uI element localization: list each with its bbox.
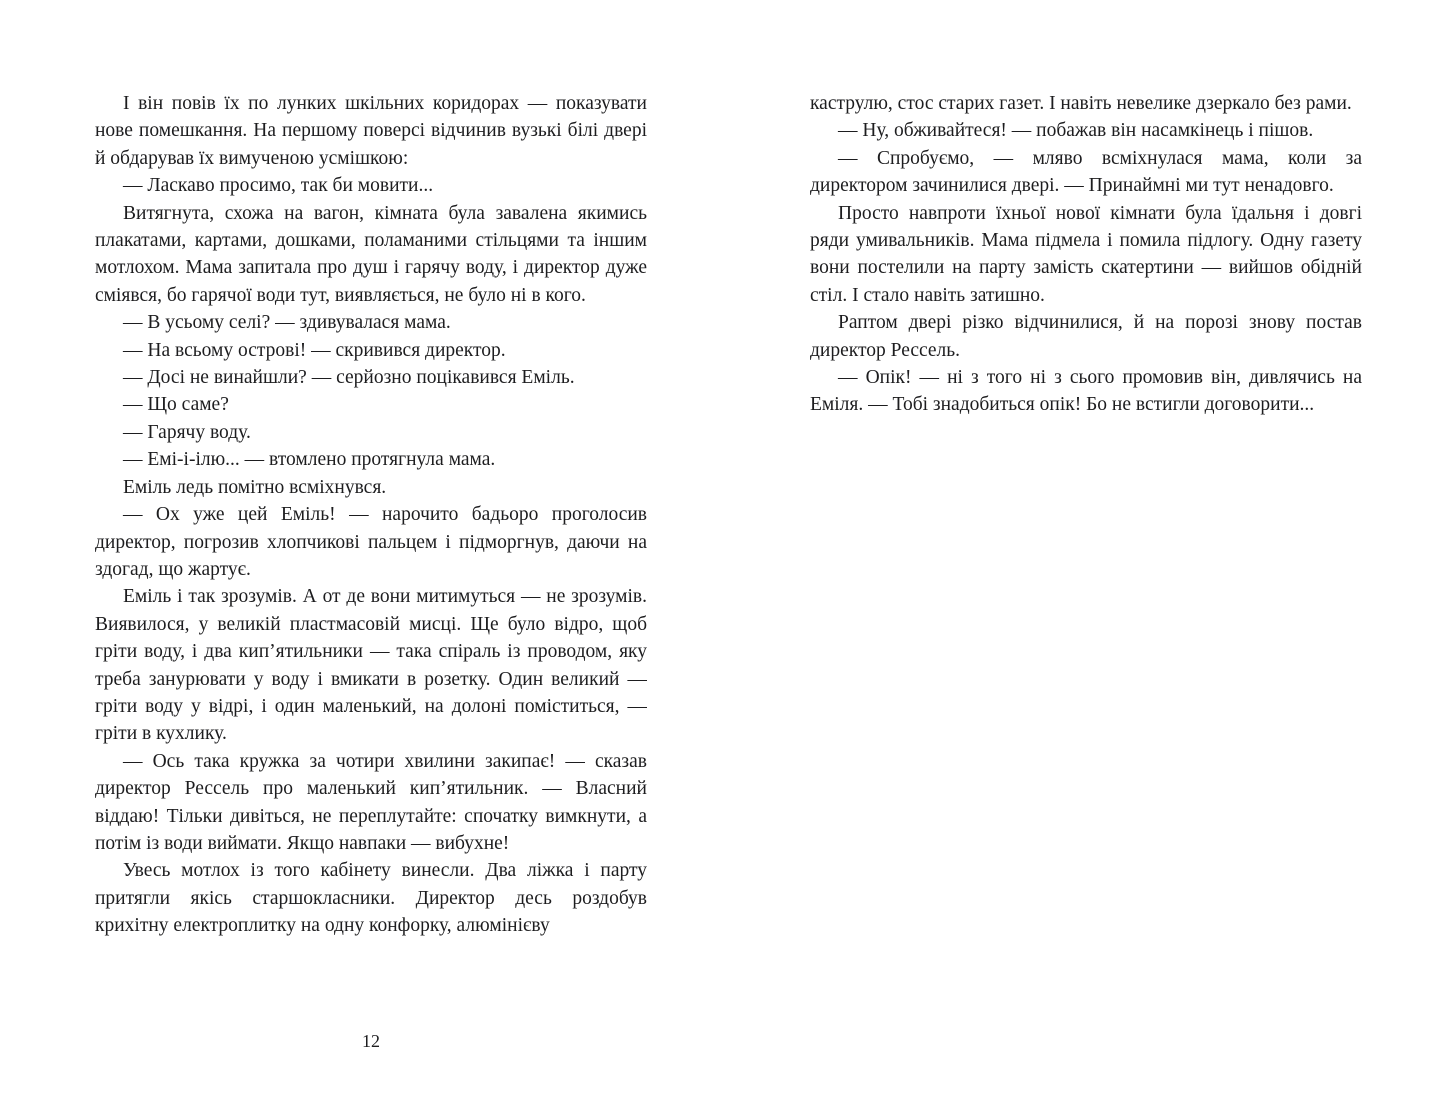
paragraph: — Ох уже цей Еміль! — нарочито бадьоро проголосив директор, погрозив хлопчикові пальцем і підморгнув, даючи на здогад, що жартує. (95, 504, 647, 580)
paragraph: — Ну, обживайтеся! — побажав він насамкінець і пішов. (838, 120, 1314, 142)
paragraph: Еміль і так зрозумів. А от де вони митимуться — не зрозумів. Виявилося, у великій пластмасовій мисці. Ще було відро, щоб гріти воду, і два кип’ятильники — така спіраль із проводом, яку треба занурювати у воду і вмикати в розетку. Один великий — гріти воду у відрі, і один маленький, на долоні поміститься, — гріти в кухлику. (95, 586, 647, 745)
paragraph: Раптом двері різко відчинилися, й на порозі знову постав директор Рессель. (810, 312, 1362, 361)
paragraph: — Що саме? (123, 394, 229, 416)
paragraph: — Досі не винайшли? — серйозно поцікавився Еміль. (123, 367, 575, 389)
paragraph: І він повів їх по лунких шкільних коридорах — показувати нове помешкання. На першому поверсі відчинив вузькі білі двері й обдарував їх вимученою усмішкою: (95, 93, 647, 169)
text-column-right (810, 90, 1362, 985)
paragraph: — На всьому острові! — скривився директор. (123, 339, 506, 361)
paragraph: — В усьому селі? — здивувалася мама. (123, 312, 451, 334)
paragraph: — Ось така кружка за чотири хвилини закипає! — сказав директор Рессель про маленький кип’ятильник. — Власний віддаю! Тільки дивіться, не переплутайте: спочатку вимкнути, а потім із води виймати. Якщо навпаки — вибухне! (95, 750, 647, 854)
paragraph: Витягнута, схожа на вагон, кімната була завалена якимись плакатами, картами, дошками, поламаними стільцями та іншим мотлохом. Мама запитала про душ і гарячу воду, і директор дуже сміявся, бо гарячої води тут, виявляється, не було ні в кого. (95, 202, 647, 306)
text-column-left (95, 90, 647, 985)
paragraph: — Емі-і-ілю... — втомлено протягнула мама. (123, 449, 496, 471)
paragraph: — Ласкаво просимо, так би мовити... (123, 175, 434, 197)
paragraph: — Спробуємо, — мляво всміхнулася мама, коли за директором зачинилися двері. — Принаймні ми тут ненадовго. (810, 147, 1362, 197)
paragraph: Просто навпроти їхньої нової кімнати була їдальня і довгі ряди умивальників. Мама підмела і помила підлогу. Одну газету вони постелили на парту замість скатертини — вийшов обідній стіл. І стало навіть затишно. (810, 202, 1362, 306)
paragraph: Еміль ледь помітно всміхнувся. (123, 476, 387, 498)
page-number: 12 (362, 1031, 380, 1051)
paragraph: — Гарячу воду. (123, 421, 251, 443)
paragraph: — Опік! — ні з того ні з сього промовив він, дивлячись на Еміля. — Тобі знадобиться опік! Бо не встигли договорити... (810, 367, 1362, 416)
paragraph-continuation: каструлю, стос старих газет. І навіть невелике дзеркало без рами. (810, 93, 1352, 114)
paragraph: Увесь мотлох із того кабінету винесли. Два ліжка і парту притягли якісь старшокласники. Директор десь роздобув крихітну електроплитку на одну конфорку, алюмінієву (95, 860, 647, 937)
